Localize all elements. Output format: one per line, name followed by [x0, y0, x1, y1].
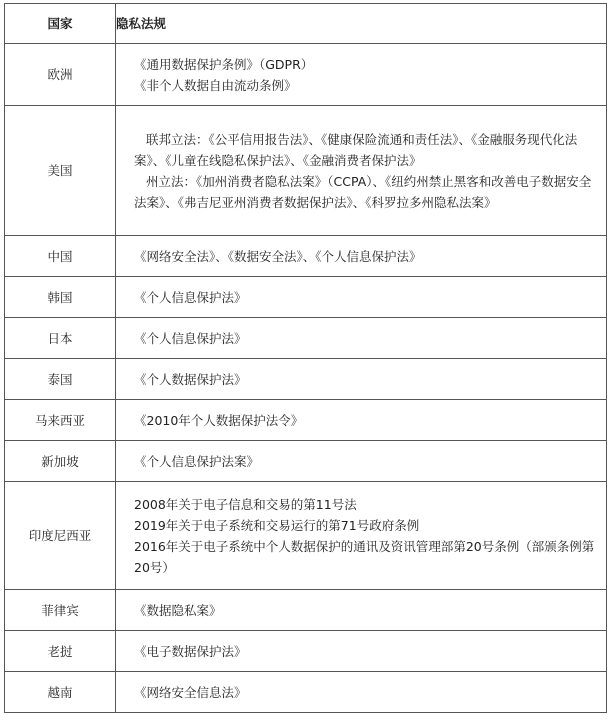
law-text: 《网络安全信息法》: [134, 684, 247, 700]
law-text: 联邦立法：《公平信用报告法》、《健康保险流通和责任法》、《金融服务现代化法案》、《儿童在线隐私保护法》、《金融消费者保护法》: [134, 131, 578, 168]
country-cell: 越南: [5, 672, 116, 713]
table-row: [5, 44, 607, 106]
laws-cell: [116, 400, 607, 441]
header-country: 国家: [5, 4, 116, 44]
header-laws: 隐私法规: [116, 4, 607, 44]
country-cell: 泰国: [5, 359, 116, 400]
country-cell: 新加坡: [5, 441, 116, 482]
table-row: [5, 359, 607, 400]
law-text: 《数据隐私案》: [134, 602, 222, 618]
country-cell: 日本: [5, 318, 116, 359]
law-text: 《2010年个人数据保护法令》: [134, 412, 304, 428]
law-text: 《非个人数据自由流动条例》: [134, 77, 297, 93]
table-header-row: [5, 4, 607, 44]
law-text: 2016年关于电子系统中个人数据保护的通讯及资讯管理部第20号条例（部颁条例第20号）: [134, 538, 595, 575]
laws-cell: [116, 441, 607, 482]
law-text: 《个人信息保护法》: [134, 330, 247, 346]
table-row: [5, 590, 607, 631]
country-cell: 老挝: [5, 631, 116, 672]
table-row: [5, 672, 607, 713]
table-row: [5, 631, 607, 672]
law-text: 《个人信息保护法》: [134, 289, 247, 305]
table-row: [5, 277, 607, 318]
laws-cell: [116, 631, 607, 672]
table-row: [5, 482, 607, 590]
law-text: 《个人信息保护法案》: [134, 453, 260, 469]
law-text: 州立法：《加州消费者隐私法案》（CCPA）、《纽约州禁止黑客和改善电子数据安全法案》、《弗吉尼亚州消费者数据保护法》、《科罗拉多州隐私法案》: [134, 173, 592, 210]
table-row: [5, 236, 607, 277]
law-text: 《通用数据保护条例》（GDPR）: [134, 56, 314, 72]
country-cell: 印度尼西亚: [5, 482, 116, 590]
country-cell: 中国: [5, 236, 116, 277]
laws-cell: [116, 318, 607, 359]
privacy-law-table: [4, 3, 607, 713]
table-row: [5, 318, 607, 359]
table-row: [5, 400, 607, 441]
country-cell: 菲律宾: [5, 590, 116, 631]
table-row: [5, 106, 607, 236]
table-row: [5, 441, 607, 482]
laws-cell: [116, 590, 607, 631]
laws-cell: [116, 482, 607, 590]
country-cell: 欧洲: [5, 44, 116, 106]
law-text: 《个人数据保护法》: [134, 371, 247, 387]
laws-cell: [116, 44, 607, 106]
country-cell: 马来西亚: [5, 400, 116, 441]
laws-cell: [116, 359, 607, 400]
laws-cell: [116, 277, 607, 318]
laws-cell: [116, 672, 607, 713]
country-cell: 韩国: [5, 277, 116, 318]
law-text: 《网络安全法》、《数据安全法》、《个人信息保护法》: [134, 248, 422, 264]
laws-cell: [116, 236, 607, 277]
laws-cell: [116, 106, 607, 236]
law-text: 2008年关于电子信息和交易的第11号法: [134, 496, 357, 512]
country-cell: 美国: [5, 106, 116, 236]
law-text: 《电子数据保护法》: [134, 643, 247, 659]
law-text: 2019年关于电子系统和交易运行的第71号政府条例: [134, 517, 420, 533]
